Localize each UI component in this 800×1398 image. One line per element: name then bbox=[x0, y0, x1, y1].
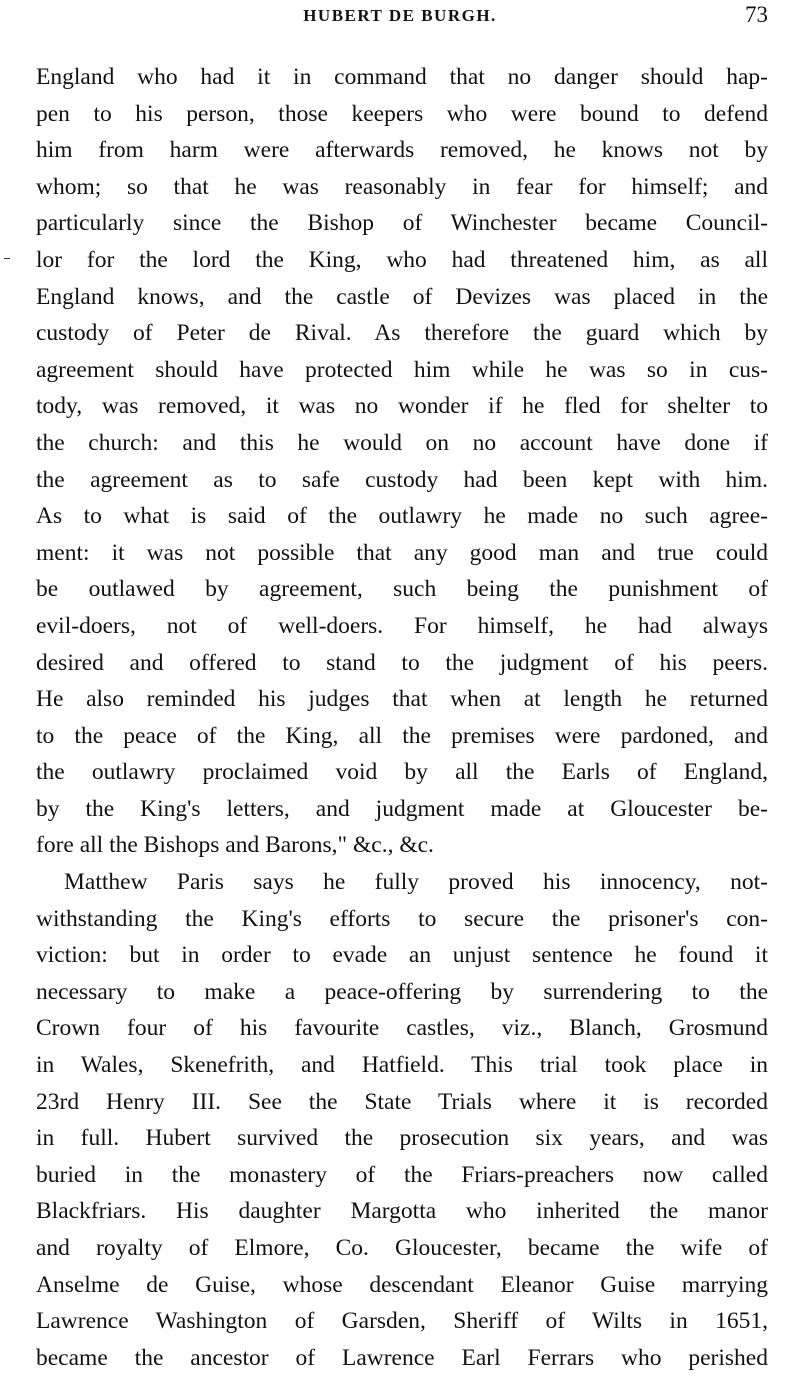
text-line: fore all the Bishops and Barons," &c., &c. bbox=[36, 832, 434, 859]
body-text bbox=[36, 59, 768, 1376]
text-line: the outlawry proclaimed void by all the Earls of England, bbox=[36, 759, 768, 786]
text-line: desired and offered to stand to the judgment of his peers. bbox=[36, 649, 768, 676]
text-line: particularly since the Bishop of Winchester became Council- bbox=[36, 210, 768, 237]
text-line: buried in the monastery of the Friars-preachers now called bbox=[36, 1161, 768, 1188]
text-line: England knows, and the castle of Devizes was placed in the bbox=[36, 283, 768, 310]
text-line: lor for the lord the King, who had threatened him, as all bbox=[36, 246, 768, 273]
text-line: He also reminded his judges that when at length he returned bbox=[36, 686, 768, 713]
text-line: viction: but in order to evade an unjust sentence he found it bbox=[36, 942, 768, 969]
text-line: necessary to make a peace-offering by surrendering to the bbox=[36, 978, 768, 1005]
text-line: As to what is said of the outlawry he made no such agree- bbox=[36, 503, 768, 530]
paragraph-1 bbox=[36, 59, 768, 864]
text-line: be outlawed by agreement, such being the punishment of bbox=[36, 576, 768, 603]
text-line: Crown four of his favourite castles, viz., Blanch, Grosmund bbox=[36, 1015, 768, 1042]
margin-mark bbox=[4, 258, 10, 259]
running-title: HUBERT DE BURGH. bbox=[303, 6, 497, 25]
text-line: became the ancestor of Lawrence Earl Ferrars who perished bbox=[36, 1344, 768, 1371]
text-line: agreement should have protected him while he was so in cus- bbox=[36, 356, 768, 383]
page-number: 73 bbox=[745, 2, 768, 27]
text-line: him from harm were afterwards removed, he knows not by bbox=[36, 137, 768, 164]
text-line: ment: it was not possible that any good man and true could bbox=[36, 539, 768, 566]
text-line: England who had it in command that no danger should hap- bbox=[36, 64, 768, 90]
text-line: to the peace of the King, all the premises were pardoned, and bbox=[36, 722, 768, 749]
text-line: Anselme de Guise, whose descendant Eleanor Guise marrying bbox=[36, 1271, 768, 1298]
text-line: in Wales, Skenefrith, and Hatfield. This trial took place in bbox=[36, 1052, 768, 1079]
text-line: Blackfriars. His daughter Margotta who inherited the manor bbox=[36, 1198, 768, 1225]
text-line: 23rd Henry III. See the State Trials where it is recorded bbox=[36, 1088, 768, 1115]
text-line: the church: and this he would on no account have done if bbox=[36, 429, 768, 456]
text-line: Lawrence Washington of Garsden, Sheriff of Wilts in 1651, bbox=[36, 1308, 768, 1335]
text-line: by the King's letters, and judgment made at Gloucester be- bbox=[36, 795, 768, 822]
text-line: Matthew Paris says he fully proved his innocency, not- bbox=[64, 869, 768, 896]
text-line: in full. Hubert survived the prosecution six years, and was bbox=[36, 1125, 768, 1152]
text-line: pen to his person, those keepers who were bound to defend bbox=[36, 100, 768, 127]
text-line: whom; so that he was reasonably in fear for himself; and bbox=[36, 173, 768, 200]
text-line: and royalty of Elmore, Co. Gloucester, became the wife of bbox=[36, 1235, 768, 1261]
text-line: tody, was removed, it was no wonder if he fled for shelter to bbox=[36, 393, 768, 420]
text-line: withstanding the King's efforts to secure the prisoner's con- bbox=[36, 905, 768, 932]
text-line: the agreement as to safe custody had been kept with him. bbox=[36, 466, 768, 493]
text-line: evil-doers, not of well-doers. For himself, he had always bbox=[36, 612, 768, 639]
paragraph-2 bbox=[36, 864, 768, 1376]
text-line: custody of Peter de Rival. As therefore the guard which by bbox=[36, 320, 768, 347]
page-header bbox=[0, 0, 800, 40]
